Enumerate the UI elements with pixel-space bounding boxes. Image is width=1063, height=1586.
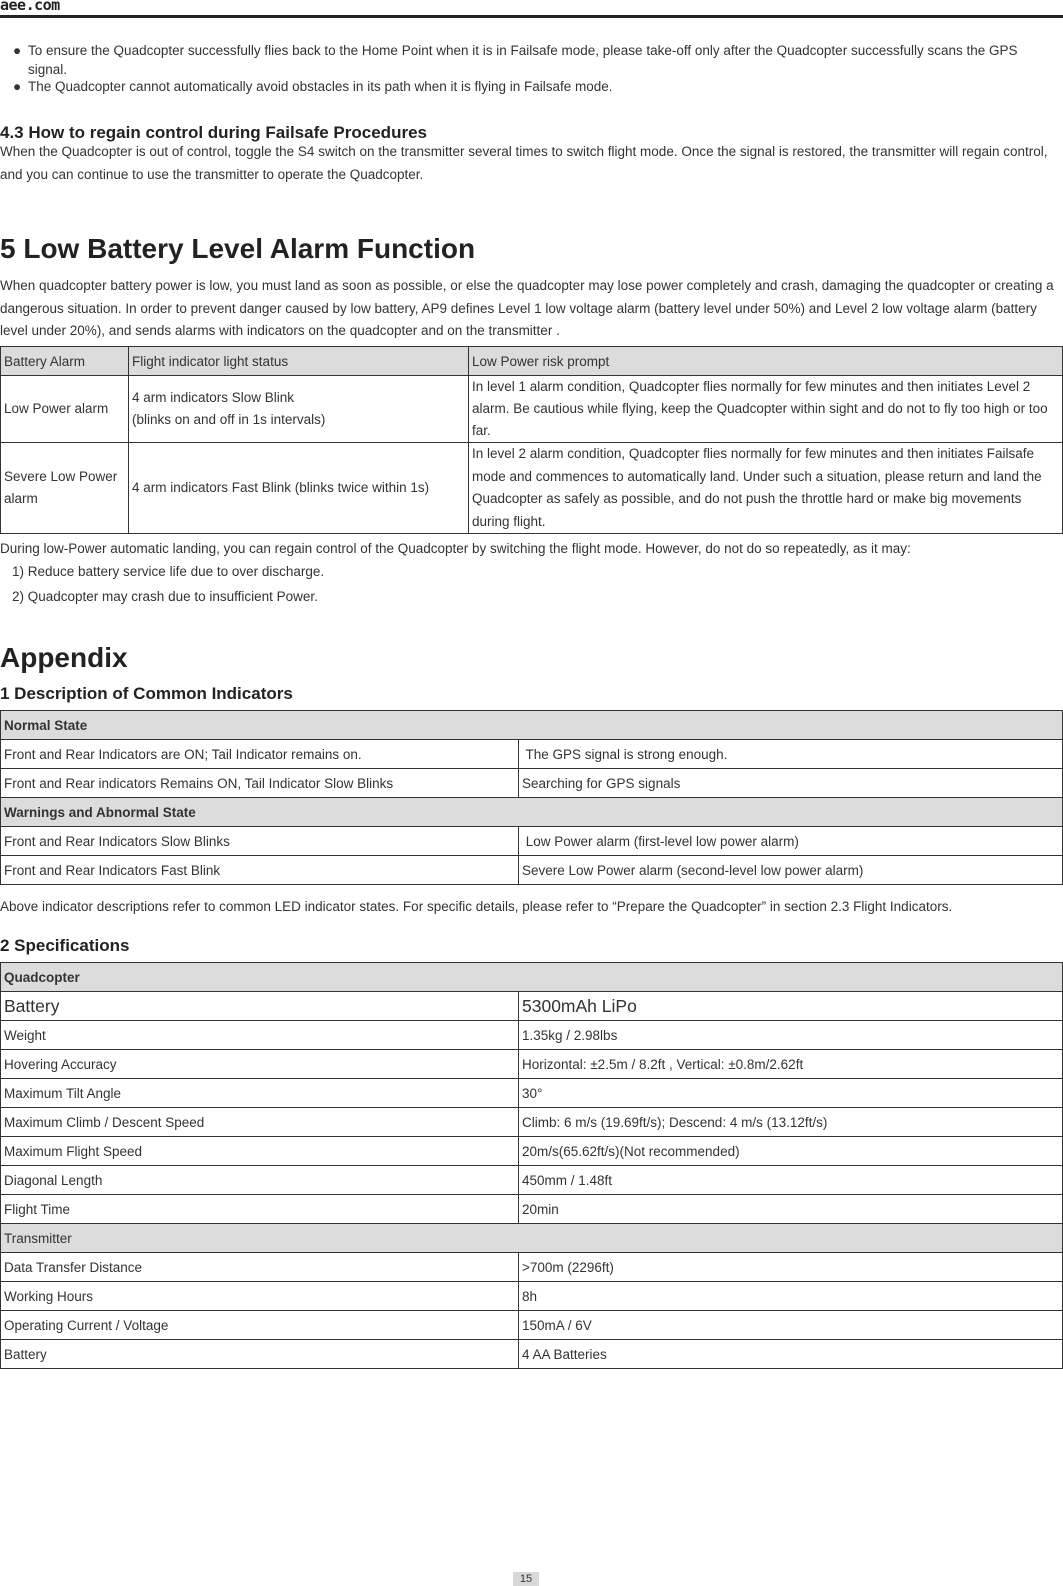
table-section-label: Quadcopter xyxy=(1,963,1063,992)
table-section-label: Transmitter xyxy=(1,1224,1063,1253)
table-cell: 4 AA Batteries xyxy=(519,1340,1063,1369)
table-row xyxy=(1,740,1063,769)
table-row xyxy=(1,1195,1063,1224)
table-cell: Battery xyxy=(1,1340,519,1369)
table-cell: Climb: 6 m/s (19.69ft/s); Descend: 4 m/s (13.12ft/s) xyxy=(519,1108,1063,1137)
table-row xyxy=(1,1166,1063,1195)
table-row xyxy=(1,1050,1063,1079)
table-cell: In level 2 alarm condition, Quadcopter flies normally for few minutes and then initiates Failsafe mode and commences to automatically land. Under such a situation, please return and land the Quadcopter as safely as possible, and do not push the throttle hard or make big movements during flight. xyxy=(469,443,1063,534)
table-cell: Maximum Tilt Angle xyxy=(1,1079,519,1108)
table-cell: Flight Time xyxy=(1,1195,519,1224)
table-cell: Battery xyxy=(1,992,519,1021)
table-section-row xyxy=(1,963,1063,992)
appendix-1-title: 1 Description of Common Indicators xyxy=(0,684,293,703)
table-cell: Horizontal: ±2.5m / 8.2ft , Vertical: ±0.8m/2.62ft xyxy=(519,1050,1063,1079)
table-cell: Operating Current / Voltage xyxy=(1,1311,519,1340)
bullet-text: The Quadcopter cannot automatically avoid obstacles in its path when it is flying in Failsafe mode. xyxy=(28,79,613,94)
indicators-note: Above indicator descriptions refer to common LED indicator states. For specific details, please refer to “Prepare the Quadcopter” in section 2.3 Flight Indicators. xyxy=(0,899,953,914)
table-cell: Front and Rear Indicators Fast Blink xyxy=(1,856,519,885)
table-cell: 1.35kg / 2.98lbs xyxy=(519,1021,1063,1050)
table-row xyxy=(1,769,1063,798)
landing-note: During low-Power automatic landing, you can regain control of the Quadcopter by switching the flight mode. However, do not do so repeatedly, as it may: xyxy=(0,541,911,556)
table-cell: 20m/s(65.62ft/s)(Not recommended) xyxy=(519,1137,1063,1166)
table-row xyxy=(1,1079,1063,1108)
table-cell: 150mA / 6V xyxy=(519,1311,1063,1340)
bullet-item xyxy=(13,77,1053,96)
bullet-text: To ensure the Quadcopter successfully flies back to the Home Point when it is in Failsafe mode, please take-off only after the Quadcopter successfully scans the GPS signal. xyxy=(28,43,1018,77)
table-cell: Front and Rear Indicators Slow Blinks xyxy=(1,827,519,856)
page-number: 15 xyxy=(513,1572,539,1586)
table-cell: 4 arm indicators Slow Blink (blinks on and off in 1s intervals) xyxy=(129,376,469,443)
table-cell: Weight xyxy=(1,1021,519,1050)
section-4-3-body: When the Quadcopter is out of control, toggle the S4 switch on the transmitter several times to switch flight mode. Once the signal is restored, the transmitter will regain control, and you can continue to use the transmitter to operate the Quadcopter. xyxy=(0,144,1048,182)
bullet-icon: ● xyxy=(13,43,22,58)
table-row xyxy=(1,1137,1063,1166)
table-header-cell: Low Power risk prompt xyxy=(469,347,1063,376)
table-section-row xyxy=(1,798,1063,827)
table-cell: Searching for GPS signals xyxy=(519,769,1063,798)
table-row xyxy=(1,827,1063,856)
header-rule xyxy=(0,15,1063,18)
bullet-icon: ● xyxy=(13,79,22,94)
table-row xyxy=(1,856,1063,885)
table-cell: The GPS signal is strong enough. xyxy=(519,740,1063,769)
appendix-2-title: 2 Specifications xyxy=(0,936,130,955)
table-header-row xyxy=(1,347,1063,376)
table-row xyxy=(1,992,1063,1021)
battery-alarm-table xyxy=(0,346,1063,534)
table-cell: Data Transfer Distance xyxy=(1,1253,519,1282)
table-row xyxy=(1,376,1063,443)
table-cell: Front and Rear Indicators are ON; Tail Indicator remains on. xyxy=(1,740,519,769)
table-cell: 8h xyxy=(519,1282,1063,1311)
table-section-label: Normal State xyxy=(1,711,1063,740)
table-cell: >700m (2296ft) xyxy=(519,1253,1063,1282)
table-row xyxy=(1,1282,1063,1311)
table-row xyxy=(1,1340,1063,1369)
section-4-3-title: 4.3 How to regain control during Failsafe Procedures xyxy=(0,123,427,142)
table-row xyxy=(1,1253,1063,1282)
table-cell: Severe Low Power alarm (second-level low power alarm) xyxy=(519,856,1063,885)
brand-logo: aee.com xyxy=(0,0,60,14)
table-cell: In level 1 alarm condition, Quadcopter flies normally for few minutes and then initiates Level 2 alarm. Be cautious while flying, keep the Quadcopter within sight and do not to fly too high or too far. xyxy=(469,376,1063,443)
bullet-item xyxy=(13,41,1053,79)
table-row xyxy=(1,1021,1063,1050)
table-cell: 5300mAh LiPo xyxy=(519,992,1063,1021)
list-item: 1) Reduce battery service life due to over discharge. xyxy=(12,564,325,579)
table-section-label: Warnings and Abnormal State xyxy=(1,798,1063,827)
section-5-body: When quadcopter battery power is low, you must land as soon as possible, or else the quadcopter may lose power completely and crash, damaging the quadcopter or creating a dangerous situation. In order to prevent danger caused by low battery, AP9 defines Level 1 low voltage alarm (battery level under 50%) and Level 2 low voltage alarm (battery level under 20%), and sends alarms with indicators on the quadcopter and on the transmitter . xyxy=(0,278,1054,338)
indicators-table xyxy=(0,710,1063,885)
table-row xyxy=(1,443,1063,534)
table-section-row xyxy=(1,711,1063,740)
table-cell: Hovering Accuracy xyxy=(1,1050,519,1079)
list-item: 2) Quadcopter may crash due to insufficient Power. xyxy=(12,589,318,604)
table-cell: 4 arm indicators Fast Blink (blinks twice within 1s) xyxy=(129,443,469,534)
table-cell: Low Power alarm (first-level low power alarm) xyxy=(519,827,1063,856)
table-cell: Low Power alarm xyxy=(1,376,129,443)
table-cell: 20min xyxy=(519,1195,1063,1224)
table-cell: 450mm / 1.48ft xyxy=(519,1166,1063,1195)
table-cell: 30° xyxy=(519,1079,1063,1108)
table-row xyxy=(1,1311,1063,1340)
table-row xyxy=(1,1108,1063,1137)
table-cell: Front and Rear indicators Remains ON, Tail Indicator Slow Blinks xyxy=(1,769,519,798)
table-header-cell: Battery Alarm xyxy=(1,347,129,376)
table-cell: Maximum Flight Speed xyxy=(1,1137,519,1166)
table-cell: Working Hours xyxy=(1,1282,519,1311)
table-section-row xyxy=(1,1224,1063,1253)
table-header-cell: Flight indicator light status xyxy=(129,347,469,376)
table-cell: Severe Low Power alarm xyxy=(1,443,129,534)
section-5-title: 5 Low Battery Level Alarm Function xyxy=(0,233,476,264)
table-cell: Maximum Climb / Descent Speed xyxy=(1,1108,519,1137)
table-cell: Diagonal Length xyxy=(1,1166,519,1195)
specifications-table xyxy=(0,962,1063,1369)
appendix-title: Appendix xyxy=(0,642,128,673)
